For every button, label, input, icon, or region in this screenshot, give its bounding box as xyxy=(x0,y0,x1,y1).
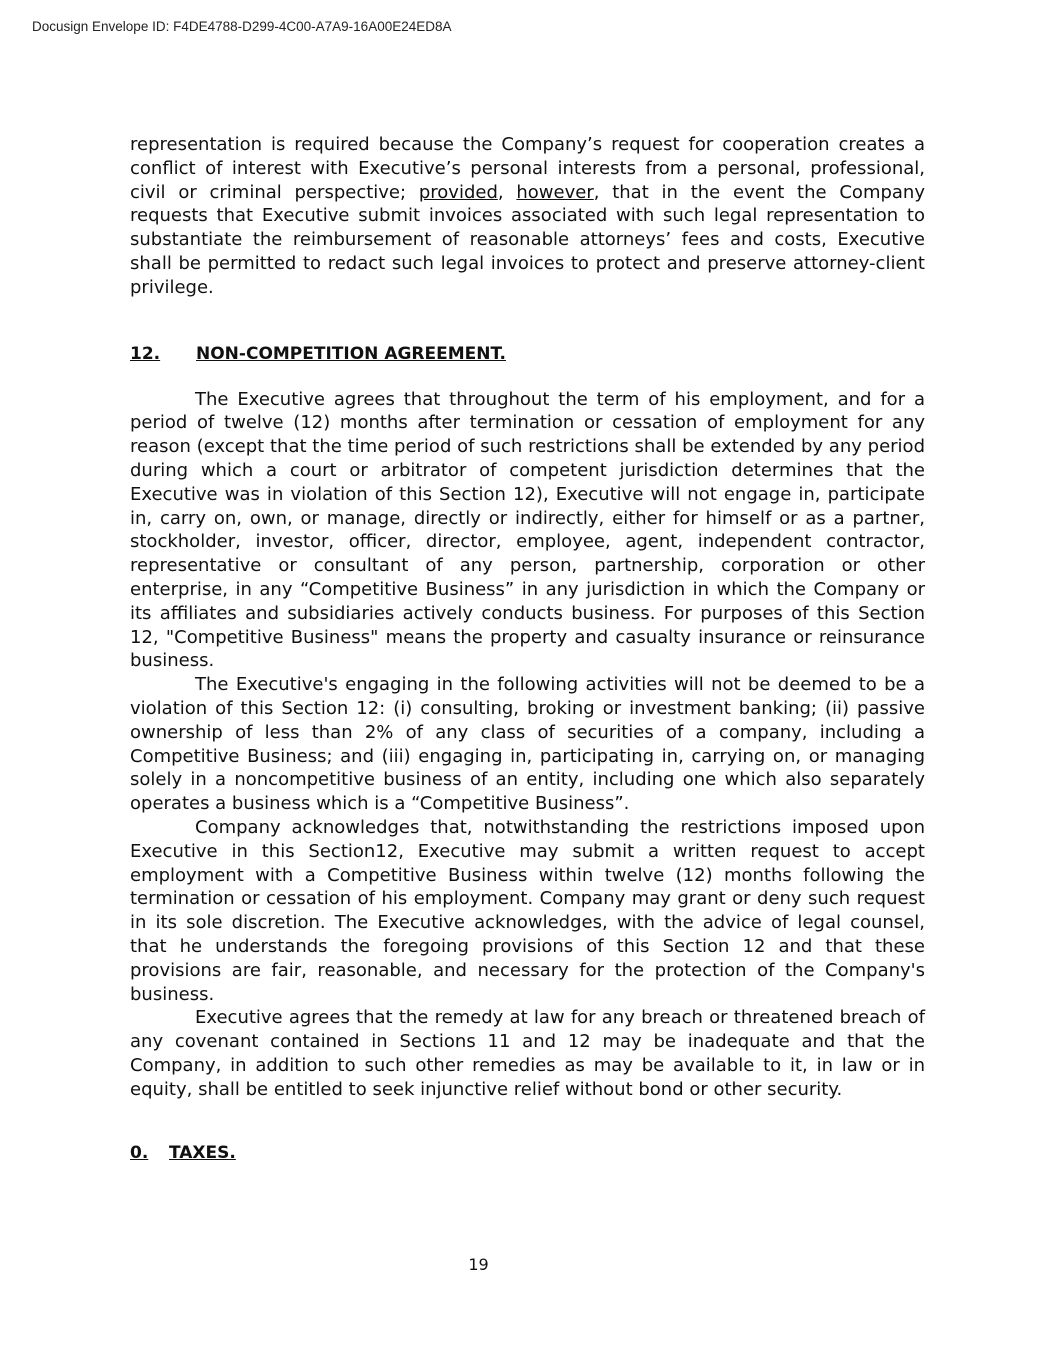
intro-text-part2: , that in the event the Company requests that Executive submit invoices associated with such legal representation to substantiate the reimbursement of reasonable attorneys’ fees and costs, Executive shall be permitted to redact such legal invoices to protect and preserve attorney-client privilege. xyxy=(130,181,925,298)
section-12-paragraph-3: Company acknowledges that, notwithstanding the restrictions imposed upon Executive in this Section12, Executive may submit a written request to accept employment with a Competitive Business within twelve (12) months following the termination or cessation of his employment. Company may grant or deny such request in its sole discretion. The Executive acknowledges, with the advice of legal counsel, that he understands the foregoing provisions of this Section 12 and that these provisions are fair, reasonable, and necessary for the protection of the Company's business. xyxy=(130,816,925,1005)
section-12-number: 12. xyxy=(130,343,161,364)
intro-text-part1: representation is required because the Company’s request for cooperation creates a conflict of interest with Executive’s personal interests from a personal, professional, civil or criminal perspective; xyxy=(130,134,925,203)
section-taxes-number: 0. xyxy=(130,1143,149,1164)
page-number: 19 xyxy=(468,1255,489,1274)
section-12-heading xyxy=(130,342,925,366)
section-12-paragraph-4: Executive agrees that the remedy at law for any breach or threatened breach of any covenant contained in Sections 11 and 12 may be inadequate and that the Company, in addition to such other remedies as may be available to it, in law or in equity, shall be entitled to seek injunctive relief without bond or other security. xyxy=(130,1007,925,1100)
section-12-title: NON-COMPETITION AGREEMENT. xyxy=(196,343,506,364)
intro-comma: , xyxy=(497,181,517,203)
section-taxes-title: TAXES. xyxy=(169,1143,236,1164)
document-body xyxy=(130,133,925,1165)
docusign-envelope-id: Docusign Envelope ID: F4DE4788-D299-4C00-A7A9-16A00E24ED8A xyxy=(32,19,452,34)
section-12-paragraph-2: The Executive's engaging in the following activities will not be deemed to be a violation of this Section 12: (i) consulting, broking or investment banking; (ii) passive ownership of less than 2% of any class of securities of a company, including a Competitive Business; and (iii) engaging in, participating in, carrying on, or managing solely in a noncompetitive business of an entity, including one which also separately operates a business which is a “Competitive Business”. xyxy=(130,674,925,815)
section-taxes-heading xyxy=(130,1141,925,1165)
provided-term: provided xyxy=(418,181,498,203)
section-12-paragraph-1: The Executive agrees that throughout the term of his employment, and for a period of twelve (12) months after termination or cessation of employment for any reason (except that the time period of such restrictions shall be extended by any period during which a court or arbitrator of competent jurisdiction determines that the Executive was in violation of this Section 12), Executive will not engage in, participate in, carry on, own, or manage, directly or indirectly, either for himself or as a partner, stockholder, investor, officer, director, employee, agent, independent contractor, representative or consultant of any person, partnership, corporation or other enterprise, in any “Competitive Business” in any jurisdiction in which the Company or its affiliates and subsidiaries actively conducts business. For purposes of this Section 12, "Competitive Business" means the property and casualty insurance or reinsurance business. xyxy=(130,388,925,672)
intro-paragraph xyxy=(130,133,925,300)
however-term: however xyxy=(516,181,594,203)
